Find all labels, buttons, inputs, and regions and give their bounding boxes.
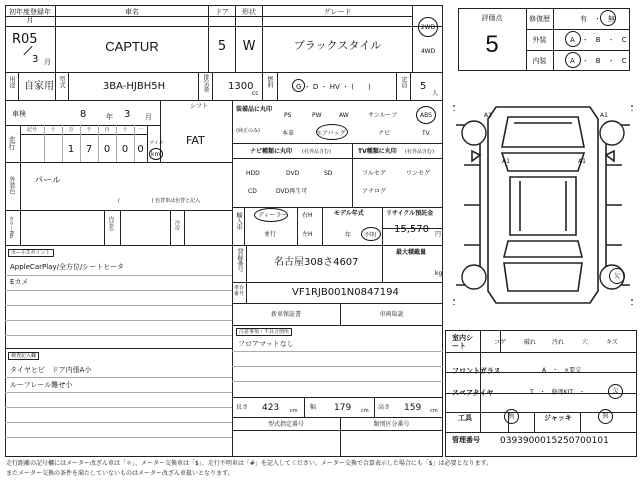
- score-value: 5: [485, 31, 499, 58]
- width-value: 179: [334, 403, 352, 413]
- spare-circle-text: 欠: [612, 388, 619, 395]
- glass-options: A ・ ×要交: [542, 367, 582, 374]
- recycle-label: リサイクル預託金: [386, 210, 434, 217]
- manual-label: 車両取説: [379, 311, 404, 318]
- color-no-label: カラーNo.: [8, 216, 14, 240]
- purpose-label: 用途: [8, 76, 15, 88]
- exterior-options: A ・ B ・ C: [570, 36, 627, 44]
- max-load-label: 最大積載量: [396, 249, 427, 256]
- ext-color-note: ( ) 色替車は色替と記入: [118, 198, 201, 204]
- sales-point-line-1: AppleCarPlay/全方位/シートヒータ: [10, 263, 125, 271]
- glass-label: フロントガラス: [452, 367, 501, 375]
- drive-2wd: 2WD: [420, 24, 436, 31]
- unit-km: km: [151, 151, 161, 158]
- length-label: 長さ: [236, 404, 249, 411]
- mark-a1-right: A1: [600, 112, 608, 119]
- tv-oneseg: ワンセグ: [406, 170, 431, 177]
- equip-tv: TV: [422, 130, 430, 137]
- navi-title-sub: (社外品含む): [302, 149, 331, 155]
- mileage-digit-3: 0: [103, 144, 111, 155]
- max-load-unit: kg: [435, 270, 443, 277]
- tv-fullseg: フルセグ: [362, 170, 386, 177]
- recycle-value: 15,570: [394, 224, 429, 235]
- inspector-line-2: ルーフレール難せ小: [10, 381, 73, 389]
- tv-analog: アナログ: [362, 188, 387, 195]
- score-label: 評価点: [481, 14, 503, 22]
- length-value: 423: [262, 403, 280, 413]
- ext-color-label: 外装色: [8, 176, 15, 194]
- model-value: 3BA-HJBH5H: [102, 81, 166, 92]
- repair-label: 修復歴: [529, 15, 550, 23]
- import-right: 右H: [302, 212, 313, 219]
- inspection-month-unit: 月: [145, 113, 152, 121]
- jack-circle-text: 無: [602, 413, 609, 420]
- equipment-subtitle: (純正のみ): [236, 128, 260, 134]
- inspection-year-unit: 年: [106, 113, 113, 121]
- spare-label: スペアタイヤ: [452, 389, 494, 397]
- sales-point-line-2: Eカメ: [10, 278, 29, 286]
- mark-a1-left: A1: [484, 112, 492, 119]
- dealer-circle: [254, 208, 288, 222]
- unit-mile: マイル: [149, 140, 164, 146]
- tv-title-sub: (社外品含む): [405, 149, 434, 155]
- jack-label: ジャッキ: [544, 414, 572, 422]
- mileage-col-sym: 記号: [26, 127, 37, 133]
- equip-sunroof: サンルーフ: [368, 112, 398, 119]
- spare-options: T ・ 修理KIT ・: [530, 389, 586, 396]
- equipment-title: 装備品に丸印: [236, 106, 273, 113]
- interior-color-label: 内装色: [108, 216, 114, 231]
- purpose-value: 自家用: [24, 81, 54, 92]
- mgmt-value: 0393900015250700101: [500, 436, 609, 446]
- airbag-circle: [316, 124, 348, 140]
- mileage-digit-1: 1: [67, 144, 75, 155]
- month-unit: 月: [44, 58, 51, 66]
- fuel-label: 燃料: [266, 76, 273, 88]
- mileage-col-ichi: 一: [137, 127, 143, 133]
- inspection-year: 8: [80, 109, 87, 120]
- inspector-label: 検査記入欄: [8, 352, 39, 360]
- shape-value: W: [242, 39, 256, 54]
- footer-line-1: 走行距離の記号欄にはメーター改ざん車は「＊」、メーター交換車は「$」、走行不明車は「#」を記入してください。メーター交換で合算表示した場合にも「$」は必要となります。: [6, 460, 493, 467]
- fuel-g-circle: [292, 79, 305, 92]
- mileage-col-man: 万: [68, 127, 74, 133]
- navi-title: ナビ種類に丸印: [250, 148, 293, 155]
- model-year-label: モデル年式: [334, 210, 364, 217]
- exterior-a-circle: [565, 31, 581, 47]
- recycle-unit: 円: [435, 231, 442, 238]
- shift-label: シフト: [190, 103, 209, 110]
- shape-label: 形状: [242, 8, 256, 16]
- mileage-col-ten-man: 十: [50, 127, 56, 133]
- navi-cd: CD: [248, 188, 257, 195]
- navi-hdd: HDD: [246, 170, 260, 177]
- equip-navi: ナビ: [378, 130, 391, 137]
- inspection-month: 3: [124, 109, 131, 120]
- equip-leather: 本革: [282, 130, 295, 137]
- seat-yabure: 破れ: [524, 339, 537, 346]
- car-name: CAPTUR: [105, 39, 159, 54]
- height-value: 159: [404, 403, 422, 413]
- sales-point-label: セールスポイント: [8, 249, 54, 257]
- import-dealer: ディーラー: [258, 212, 288, 219]
- capacity-value: 5: [420, 81, 427, 92]
- mileage-col-sen: 千: [86, 127, 92, 133]
- mileage-digit-2: 7: [85, 144, 93, 155]
- mileage-col-hyaku: 百: [104, 127, 110, 133]
- length-unit: cm: [290, 408, 298, 414]
- model-year-unit: 年: [345, 232, 352, 239]
- interior-a-circle: [565, 52, 581, 68]
- seat-ana: 穴: [582, 339, 589, 346]
- model-year-unknown: 不明: [364, 232, 377, 239]
- mark-ketsu: 欠: [613, 273, 620, 280]
- unknown-circle: [361, 227, 381, 241]
- drive-4wd: 4WD: [420, 48, 436, 55]
- doors-value: 5: [217, 39, 227, 54]
- mileage-digit-5: 0: [137, 144, 144, 155]
- interior-label: 内装: [532, 57, 547, 65]
- height-unit: cm: [430, 408, 438, 414]
- mileage-label: 走行: [8, 136, 16, 150]
- height-label: 高さ: [378, 404, 391, 411]
- seat-kizu: キズ: [606, 339, 618, 346]
- seat-yogore: 汚れ: [552, 339, 565, 346]
- seat-koge: コゲ: [494, 339, 507, 346]
- equip-airbag: エアバッグ: [316, 130, 346, 137]
- model-label: 型式: [58, 76, 65, 88]
- equip-ps: PS: [284, 112, 292, 119]
- grade-label: グレード: [323, 8, 352, 16]
- tools-label: 工具: [458, 414, 472, 422]
- width-label: 幅: [310, 404, 317, 411]
- tools-circle-text: 無: [508, 413, 515, 420]
- doors-label: ドア: [215, 8, 229, 16]
- footer-line-2: またメーター交換の条件を満たしていないものはメーター改ざん車扱いとなります。: [6, 470, 234, 477]
- aircon-label: 冷房: [174, 220, 180, 230]
- capacity-label: 定員: [400, 76, 407, 88]
- import-label: 輸入車: [235, 212, 242, 230]
- shift-value: FAT: [186, 134, 205, 147]
- first-reg-label: 初年度登録年月: [9, 8, 51, 24]
- displacement-value: 1300: [228, 81, 254, 92]
- inspection-label: 車検: [12, 110, 26, 118]
- displacement-label: 排気量: [202, 74, 209, 92]
- import-parallel: 並行: [264, 231, 277, 238]
- import-left: 左H: [302, 231, 313, 238]
- ps-circle: [280, 108, 296, 122]
- mark-a1-lower-left: A1: [502, 158, 510, 165]
- ext-color-value: パール: [34, 176, 61, 186]
- tv-title: TV種類に丸印: [358, 148, 397, 155]
- navi-dvd-play: DVD再生可: [276, 188, 308, 195]
- repair-options: 有 ・ 無: [580, 15, 615, 23]
- notes-line: フロアマットなし: [238, 340, 294, 348]
- vin-value: VF1RJB001N0847194: [292, 287, 399, 298]
- type-designation-label: 型式指定番号: [267, 421, 304, 428]
- repair-none-circle: [600, 10, 616, 26]
- interior-options: A ・ B ・ C: [570, 57, 627, 65]
- seat-label: 室内シート: [452, 334, 473, 350]
- navi-sd: SD: [324, 170, 333, 177]
- grade-value: ブラックスタイル: [293, 39, 382, 52]
- capacity-unit: 人: [432, 90, 439, 97]
- cc-unit: cc: [252, 90, 259, 97]
- exterior-label: 外装: [532, 36, 547, 44]
- mileage-digit-4: 0: [121, 144, 129, 155]
- mgmt-label: 管理番号: [452, 436, 480, 444]
- car-diagram: [450, 95, 636, 315]
- plate-value: 名古屋308さ4607: [274, 257, 359, 268]
- equip-aw: AW: [339, 112, 349, 119]
- car-name-label: 車名: [125, 8, 139, 16]
- vin-label: 車台番号: [234, 285, 245, 297]
- equip-pw: PW: [312, 112, 322, 119]
- navi-dvd: DVD: [286, 170, 300, 177]
- plate-label: 登録番号: [236, 248, 243, 272]
- mileage-col-ju: 十: [122, 127, 128, 133]
- fuel-options: G ・ D ・ HV ・ ( ): [296, 83, 371, 91]
- mark-a1-lower-right: A1: [578, 158, 586, 165]
- inspector-line-1: タイヤヒビ ドア内張A小: [10, 366, 92, 374]
- abs-circle: [416, 106, 436, 124]
- category-label: 類別区分番号: [373, 421, 410, 428]
- warranty-label: 新車保証書: [270, 311, 301, 318]
- first-reg-era: R05: [12, 32, 38, 47]
- width-unit: cm: [361, 408, 369, 414]
- equip-abs: ABS: [420, 112, 432, 119]
- notes-label: 注意事項・不具合箇所: [236, 328, 292, 336]
- first-reg-month: 3: [32, 54, 39, 65]
